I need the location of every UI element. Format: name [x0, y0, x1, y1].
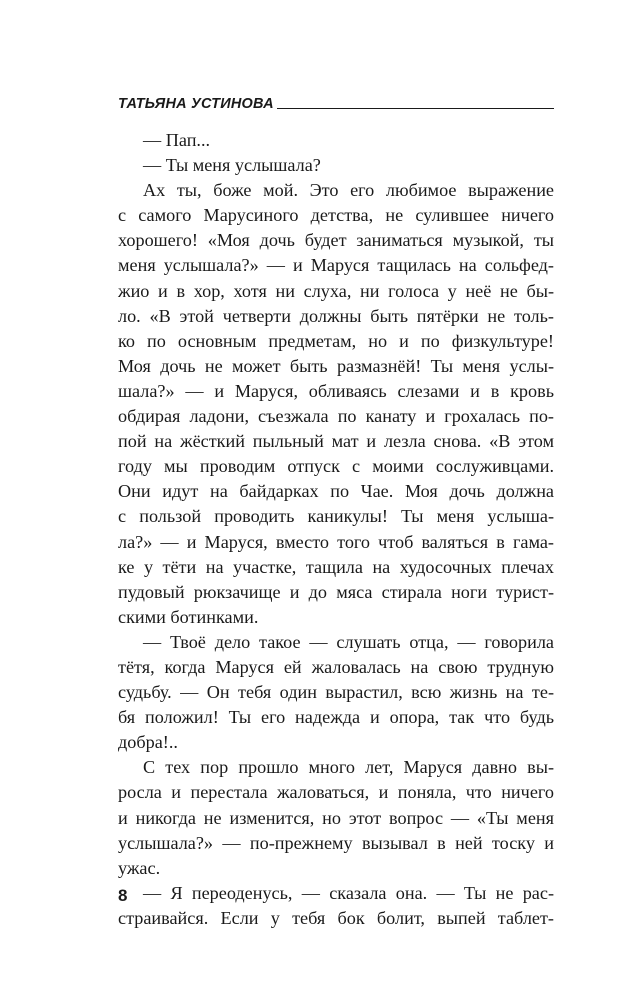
text-line: — Пап... — [143, 130, 211, 150]
text-line: — Я переоденусь, — сказала она. — Ты не рас- — [143, 882, 554, 903]
text-line: Они идут на байдарках по Чае. Моя дочь должна — [118, 481, 554, 502]
text-line: росла и перестала жаловаться, и поняла, что ничего — [118, 782, 554, 803]
text-line: ке у тёти на участке, тащила на худосочных плечах — [118, 556, 554, 577]
text-line: хорошего! «Моя дочь будет заниматься музыкой, ты — [118, 230, 554, 251]
text-line: с пользой проводить каникулы! Ты меня услыша- — [118, 506, 554, 527]
text-line: — Твоё дело такое — слушать отца, — говорила — [143, 631, 554, 652]
text-line: услышала?» — по-прежнему вызывал в ней тоску и — [118, 832, 554, 853]
text-line: ко по основным предметам, но и по физкультуре! — [118, 330, 554, 351]
text-line: году мы проводим отпуск с моими сослуживцами. — [118, 456, 554, 477]
text-line: тётя, когда Маруся ей жаловалась на свою трудную — [118, 656, 554, 677]
text-line: — Ты меня услышала? — [143, 155, 321, 176]
running-header — [118, 91, 554, 111]
body-text — [118, 128, 554, 931]
page-number: 8 — [118, 886, 128, 905]
text-line: добра!.. — [118, 732, 178, 753]
text-line: с самого Марусиного детства, не сулившее ничего — [118, 205, 554, 226]
text-line: С тех пор прошло много лет, Маруся давно вы- — [143, 757, 554, 778]
text-line: ло. «В этой четверти должны быть пятёрки не толь- — [118, 305, 554, 326]
text-line: судьбу. — Он тебя один вырастил, всю жизнь на те- — [118, 682, 554, 703]
text-line: Ах ты, боже мой. Это его любимое выражение — [143, 180, 554, 201]
author-name: ТАТЬЯНА УСТИНОВА — [118, 95, 274, 112]
text-line: страивайся. Если у тебя бок болит, выпей таблет- — [118, 907, 554, 928]
text-line: жио и в хор, хотя ни слуха, ни голоса у неё не бы- — [118, 280, 554, 301]
text-line: ужас. — [118, 857, 161, 878]
text-line: и никогда не изменится, но этот вопрос — «Ты меня — [118, 807, 554, 828]
text-line: пудовый рюкзачище и до мяса стирала ноги турист- — [118, 581, 554, 602]
text-line: бя положил! Ты его надежда и опора, так что будь — [118, 707, 554, 728]
header-rule — [277, 108, 554, 109]
text-line: ла?» — и Маруся, вместо того чтоб валяться в гама- — [118, 531, 554, 552]
text-line: шала?» — и Маруся, обливаясь слезами и в кровь — [118, 380, 554, 401]
text-line: скими ботинками. — [118, 606, 259, 627]
text-line: обдирая ладони, съезжала по канату и грохалась по- — [118, 406, 554, 427]
text-line: Моя дочь не может быть размазнёй! Ты меня услы- — [118, 355, 554, 376]
text-line: меня услышала?» — и Маруся тащилась на сольфед- — [118, 255, 554, 276]
text-line: пой на жёсткий пыльный мат и лезла снова. «В этом — [118, 431, 554, 452]
